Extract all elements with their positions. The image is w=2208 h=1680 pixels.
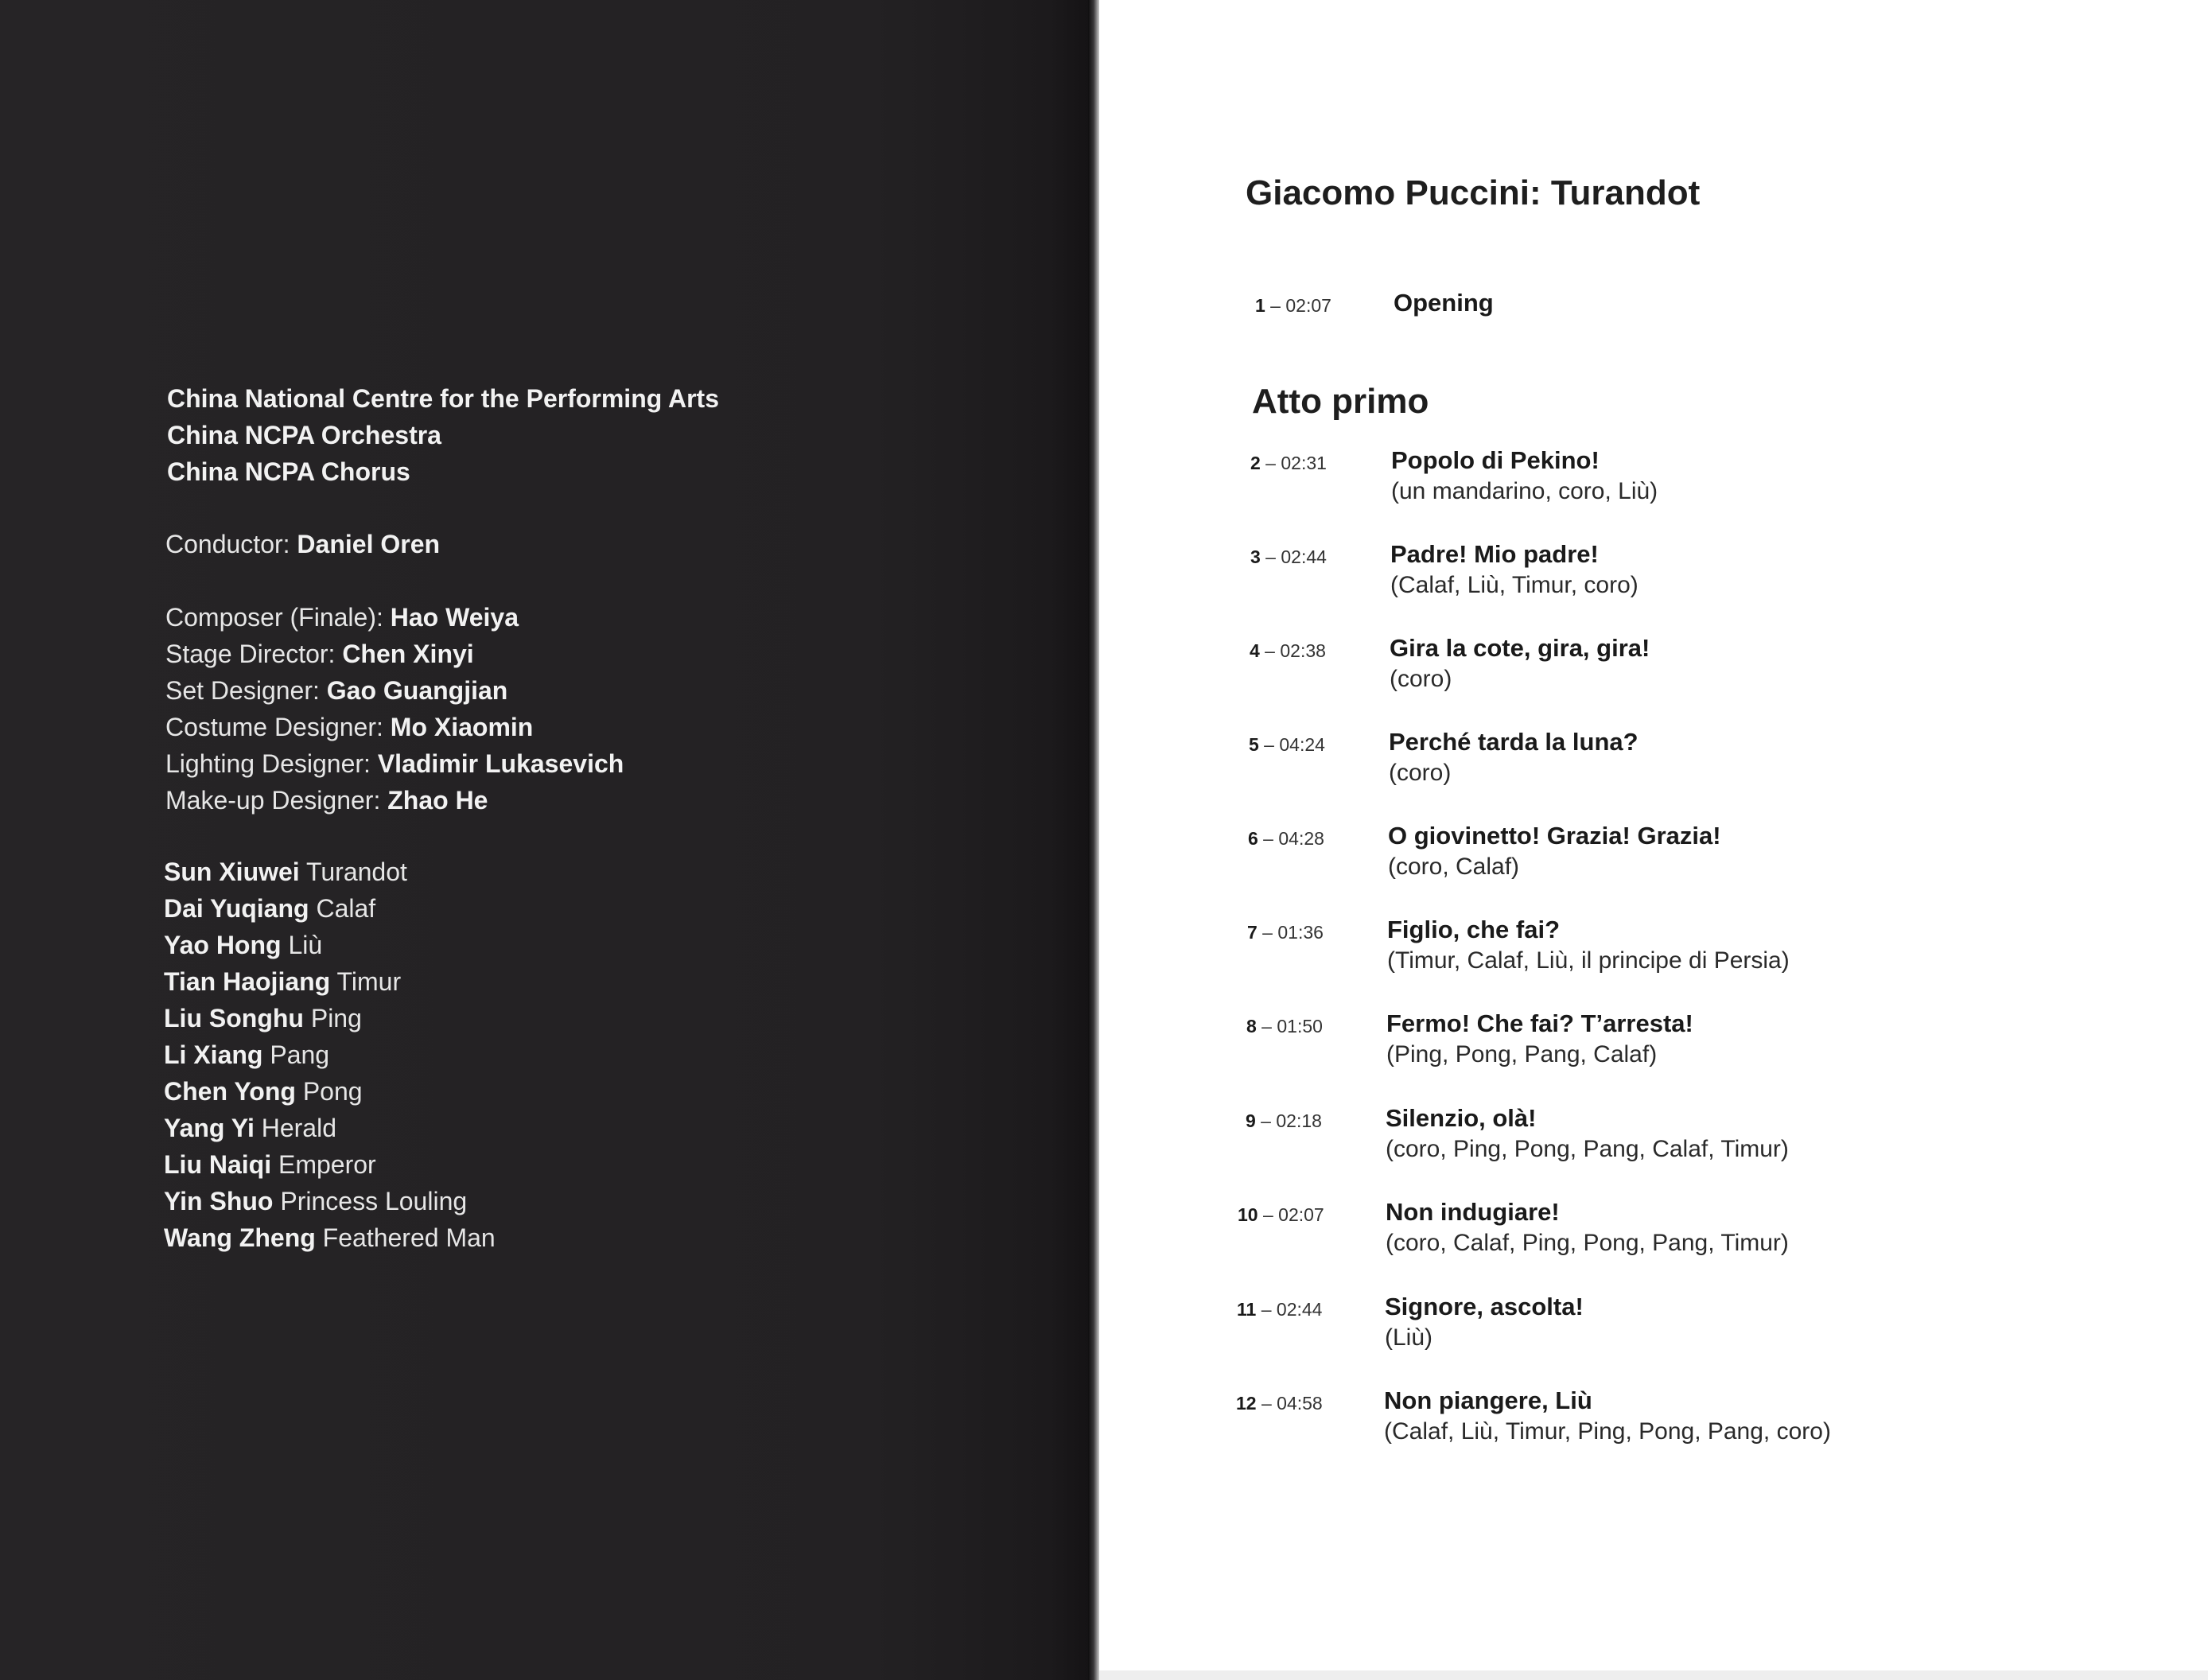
track-number: 2 <box>1250 453 1261 473</box>
track-timing <box>1248 828 1324 850</box>
track-duration: – 01:36 <box>1257 922 1324 943</box>
track-roles: (Calaf, Liù, Timur, coro) <box>1390 572 1639 598</box>
staff-line <box>165 748 624 780</box>
credit-name: Chen Xinyi <box>342 640 474 668</box>
cast-line <box>164 966 401 998</box>
track-title: Gira la cote, gira, gira! <box>1390 634 1650 662</box>
credit-name: Hao Weiya <box>390 603 519 632</box>
track-duration: – 01:50 <box>1256 1016 1323 1036</box>
track-title: Fermo! Che fai? T’arresta! <box>1386 1009 1693 1037</box>
cast-role: Princess Louling <box>273 1187 468 1215</box>
track-number: 6 <box>1248 828 1258 849</box>
cast-role: Calaf <box>309 894 376 923</box>
track-duration: – 02:07 <box>1265 295 1331 316</box>
track-title: Opening <box>1394 289 1494 317</box>
track-number: 10 <box>1238 1204 1258 1225</box>
book-spine <box>1088 0 1099 1680</box>
credit-role: Composer (Finale): <box>165 603 391 632</box>
staff-line <box>165 784 488 816</box>
cast-role: Emperor <box>271 1150 376 1179</box>
track-duration: – 02:44 <box>1256 1299 1323 1320</box>
track-roles: (coro, Calaf) <box>1388 854 1520 880</box>
cast-name: Yang Yi <box>164 1114 255 1142</box>
credit-role: Conductor: <box>165 530 297 558</box>
staff-line <box>165 601 519 633</box>
track-title: Padre! Mio padre! <box>1390 540 1599 568</box>
opera-title: Giacomo Puccini: Turandot <box>1246 173 1701 212</box>
staff-line <box>165 711 533 743</box>
track-title: Non piangere, Liù <box>1384 1386 1592 1414</box>
track-title: Popolo di Pekino! <box>1391 446 1600 474</box>
track-title: Silenzio, olà! <box>1386 1104 1537 1132</box>
cast-line <box>164 1185 467 1217</box>
track-row <box>1099 916 2133 995</box>
cast-name: Sun Xiuwei <box>164 858 300 886</box>
track-duration: – 04:58 <box>1256 1393 1323 1414</box>
track-timing <box>1250 640 1326 662</box>
track-roles: (Calaf, Liù, Timur, Ping, Pong, Pang, coro) <box>1384 1418 1831 1445</box>
track-duration: – 02:38 <box>1259 640 1326 661</box>
credit-role: Set Designer: <box>165 676 327 705</box>
credit-role: Make-up Designer: <box>165 786 388 815</box>
track-row <box>1099 446 2133 526</box>
track-title: Signore, ascolta! <box>1385 1293 1584 1320</box>
act-title: Atto primo <box>1252 382 1429 421</box>
track-timing <box>1246 1110 1322 1132</box>
credit-name: Vladimir Lukasevich <box>377 749 624 778</box>
track-row <box>1099 1293 2133 1372</box>
track-number: 4 <box>1250 640 1260 661</box>
track-roles: (un mandarino, coro, Liù) <box>1391 478 1658 504</box>
track-timing <box>1250 453 1327 474</box>
left-page <box>0 0 1093 1680</box>
track-roles: (coro) <box>1389 760 1452 786</box>
track-timing <box>1250 546 1327 568</box>
track-number: 11 <box>1237 1299 1257 1320</box>
track-number: 8 <box>1246 1016 1257 1036</box>
cast-line <box>164 856 407 888</box>
credit-name: Zhao He <box>387 786 488 815</box>
institution-line: China National Centre for the Performing Arts <box>167 384 719 413</box>
cast-role: Turandot <box>299 858 407 886</box>
credit-role: Stage Director: <box>165 640 343 668</box>
track-number: 7 <box>1247 922 1258 943</box>
institution-line: China NCPA Orchestra <box>167 421 441 449</box>
cast-name: Wang Zheng <box>164 1223 316 1252</box>
cast-name: Dai Yuqiang <box>164 894 309 923</box>
conductor-line <box>165 528 440 560</box>
track-timing <box>1255 295 1331 317</box>
cast-role: Pang <box>262 1040 330 1069</box>
track-roles: (Timur, Calaf, Liù, il principe di Persia) <box>1387 947 1790 974</box>
track-row <box>1099 1386 2133 1466</box>
track-timing <box>1247 922 1324 943</box>
cast-name: Yao Hong <box>164 931 282 959</box>
cast-line <box>164 929 322 961</box>
track-duration: – 02:18 <box>1255 1110 1322 1131</box>
cast-line <box>164 1112 336 1144</box>
track-row <box>1099 540 2133 620</box>
track-title: Figlio, che fai? <box>1387 916 1561 943</box>
track-roles: (Ping, Pong, Pang, Calaf) <box>1386 1041 1658 1068</box>
track-duration: – 02:44 <box>1260 546 1327 567</box>
credit-name: Mo Xiaomin <box>390 713 534 741</box>
cast-line <box>164 1075 363 1107</box>
cast-role: Pong <box>295 1077 363 1106</box>
track-number: 3 <box>1250 546 1261 567</box>
track-opening <box>1099 289 2133 368</box>
cast-role: Herald <box>254 1114 336 1142</box>
track-number: 5 <box>1249 734 1259 755</box>
cast-name: Yin Shuo <box>164 1187 274 1215</box>
cast-line <box>164 1039 329 1071</box>
track-row <box>1099 1198 2133 1278</box>
cast-name: Liu Songhu <box>164 1004 304 1032</box>
cast-line <box>164 1149 376 1180</box>
institution-line: China NCPA Chorus <box>167 457 410 486</box>
track-roles: (coro, Calaf, Ping, Pong, Pang, Timur) <box>1386 1230 1789 1256</box>
track-row <box>1099 822 2133 901</box>
cast-role: Ping <box>303 1004 362 1032</box>
credit-name: Gao Guangjian <box>326 676 508 705</box>
track-row <box>1099 728 2133 807</box>
cast-name: Chen Yong <box>164 1077 296 1106</box>
track-row <box>1099 634 2133 714</box>
cast-role: Liù <box>281 931 323 959</box>
cast-line <box>164 1002 362 1034</box>
track-duration: – 04:24 <box>1258 734 1325 755</box>
credit-role: Costume Designer: <box>165 713 391 741</box>
track-number: 9 <box>1246 1110 1256 1131</box>
track-title: Non indugiare! <box>1386 1198 1560 1226</box>
track-duration: – 02:07 <box>1258 1204 1324 1225</box>
track-duration: – 04:28 <box>1258 828 1324 849</box>
track-row <box>1099 1104 2133 1184</box>
cast-name: Tian Haojiang <box>164 967 331 996</box>
track-timing <box>1236 1393 1323 1414</box>
right-page <box>1099 0 2208 1680</box>
track-roles: (coro, Ping, Pong, Pang, Calaf, Timur) <box>1386 1136 1789 1162</box>
cast-line <box>164 1222 496 1254</box>
staff-line <box>165 675 507 706</box>
cast-role: Timur <box>330 967 402 996</box>
track-number: 1 <box>1255 295 1265 316</box>
track-timing <box>1249 734 1325 756</box>
track-row <box>1099 1009 2133 1089</box>
track-title: O giovinetto! Grazia! Grazia! <box>1388 822 1721 850</box>
track-roles: (Liù) <box>1385 1324 1433 1351</box>
track-duration: – 02:31 <box>1260 453 1327 473</box>
cast-name: Li Xiang <box>164 1040 263 1069</box>
credit-role: Lighting Designer: <box>165 749 378 778</box>
cast-role: Feathered Man <box>315 1223 496 1252</box>
staff-line <box>165 638 474 670</box>
track-title: Perché tarda la luna? <box>1389 728 1639 756</box>
cast-line <box>164 892 375 924</box>
track-timing <box>1237 1299 1322 1320</box>
cast-name: Liu Naiqi <box>164 1150 272 1179</box>
track-timing <box>1246 1016 1323 1037</box>
credit-name: Daniel Oren <box>297 530 441 558</box>
track-number: 12 <box>1236 1393 1257 1414</box>
track-timing <box>1238 1204 1324 1226</box>
track-roles: (coro) <box>1390 666 1452 692</box>
